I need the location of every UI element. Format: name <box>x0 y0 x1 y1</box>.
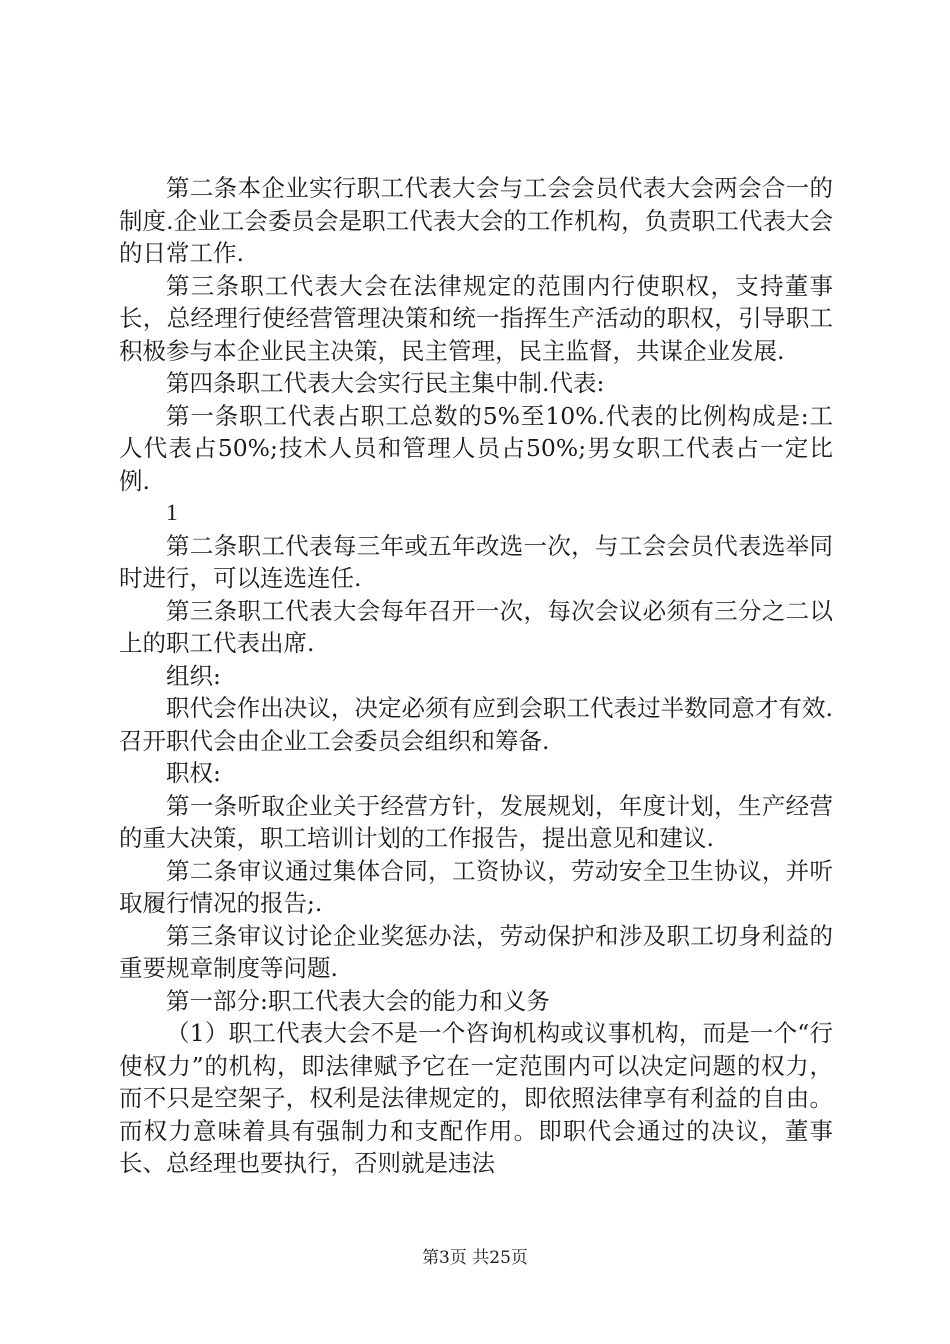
paragraph-power-2: 第二条审议通过集体合同，工资协议，劳动安全卫生协议，并听取履行情况的报告;. <box>119 856 833 917</box>
paragraph-representative-ratio: 第一条职工代表占职工总数的5%至10%.代表的比例构成是:工人代表占50%;技术人员和管理人员占50%;男女职工代表占一定比例. <box>119 401 833 495</box>
paragraph-reelection: 第二条职工代表每三年或五年改选一次，与工会会员代表选举同时进行，可以连选连任. <box>119 531 833 592</box>
heading-part-one: 第一部分:职工代表大会的能力和义务 <box>166 986 550 1015</box>
paragraph-article-4: 第四条职工代表大会实行民主集中制.代表: <box>166 369 605 397</box>
paragraph-annual-meeting: 第三条职工代表大会每年召开一次，每次会议必须有三分之二以上的职工代表出席. <box>119 596 833 657</box>
heading-powers: 职权: <box>166 759 221 787</box>
document-body <box>119 172 833 1180</box>
paragraph-article-2: 第二条本企业实行职工代表大会与工会会员代表大会两会合一的制度.企业工会委员会是职工代表大会的工作机构，负责职工代表大会的日常工作. <box>119 174 833 267</box>
paragraph-article-3: 第三条职工代表大会在法律规定的范围内行使职权，支持董事长，总经理行使经营管理决策和统一指挥生产活动的职权，引导职工积极参与本企业民主决策，民主管理，民主监督，共谋企业发展. <box>119 271 833 365</box>
inline-page-marker: 1 <box>166 500 178 526</box>
page-footer: 第3页 共25页 <box>422 1248 528 1268</box>
paragraph-power-3: 第三条审议讨论企业奖惩办法，劳动保护和涉及职工切身利益的重要规章制度等问题. <box>119 921 833 982</box>
heading-organization: 组织: <box>166 661 221 690</box>
paragraph-resolution: 职代会作出决议，决定必须有应到会职工代表过半数同意才有效.召开职代会由企业工会委员会组织和筹备. <box>119 694 833 755</box>
paragraph-capability: （1）职工代表大会不是一个咨询机构或议事机构，而是一个“行使权力”的机构，即法律赋予它在一定范围内可以决定问题的权力，而不只是空架子，权利是法律规定的，即依照法律享有利益的自由。而权力意味着具有强制力和支配作用。即职代会通过的决议，董事长、总经理也要执行，否则就是违法 <box>119 1019 833 1177</box>
paragraph-power-1: 第一条听取企业关于经营方针，发展规划，年度计划，生产经营的重大决策，职工培训计划的工作报告，提出意见和建议. <box>119 791 833 852</box>
